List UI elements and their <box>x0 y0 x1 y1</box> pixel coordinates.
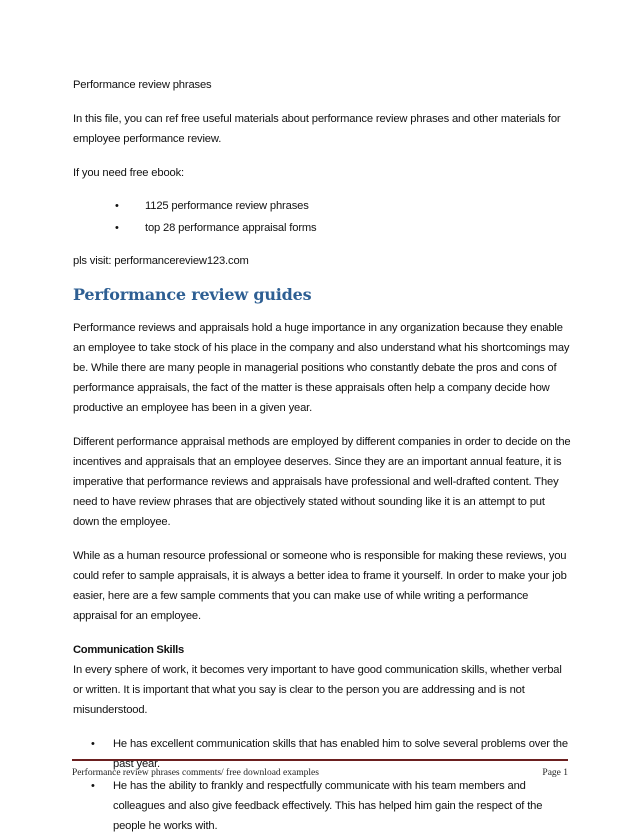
visit-text: pls visit: performancereview123.com <box>73 255 249 267</box>
bullet-icon: • <box>91 780 95 792</box>
comm-item-text: He has excellent communication skills that has enabled him to solve several problems over the past year. <box>113 738 568 770</box>
list-item <box>73 776 573 836</box>
page-number: Page 1 <box>542 768 568 778</box>
page-content <box>73 75 573 838</box>
bullet-icon: • <box>91 738 95 750</box>
body-paragraph: Different performance appraisal methods are employed by different companies in order to decide on the incentives and appraisals that an employee deserves. Since they are an important annual feature, it is imperative that performance reviews and appraisals have professional and well-drafted content. They need to have review phrases that are objectively stated without sounding like it is an attempt to put down the employee. <box>73 436 571 528</box>
ebook-item-text: 1125 performance review phrases <box>145 200 309 212</box>
subsection-paragraph: In every sphere of work, it becomes very important to have good communication skills, whether verbal or written. It is important that what you say is clear to the person you are addressing and is not misunderstood. <box>73 664 562 716</box>
body-paragraph: Performance reviews and appraisals hold a huge importance in any organization because they enable an employee to take stock of his place in the company and also understand what his shortcomings may be. While there are many people in managerial positions who constantly debate the pros and cons of performance appraisals, the fact of the matter is these appraisals often help a company decide how productive an employee has been in a given year. <box>73 322 570 414</box>
document-title: Performance review phrases <box>73 79 212 91</box>
footer-divider <box>72 759 568 761</box>
ebook-item-text: top 28 performance appraisal forms <box>145 222 317 234</box>
body-paragraph: While as a human resource professional or someone who is responsible for making these reviews, you could refer to sample appraisals, it is always a better idea to frame it yourself. In order to make your job easier, here are a few sample comments that you can make use of while writing a performance appraisal for an employee. <box>73 550 567 622</box>
comm-item-text: He has the ability to frankly and respectfully communicate with his team members and colleagues and also give feedback effectively. This has helped him gain the respect of the people he works with. <box>113 780 543 832</box>
intro-paragraph: In this file, you can ref free useful materials about performance review phrases and other materials for employee performance review. <box>73 113 561 145</box>
ebook-prompt: If you need free ebook: <box>73 167 184 179</box>
communication-list <box>73 734 573 836</box>
bullet-icon: • <box>115 200 119 212</box>
list-item <box>73 217 573 239</box>
bullet-icon: • <box>115 222 119 234</box>
footer-text: Performance review phrases comments/ free download examples <box>72 768 319 778</box>
subheading: Communication Skills <box>73 644 184 656</box>
list-item <box>73 195 573 217</box>
ebook-list <box>73 195 573 239</box>
section-heading: Performance review guides <box>73 285 312 304</box>
